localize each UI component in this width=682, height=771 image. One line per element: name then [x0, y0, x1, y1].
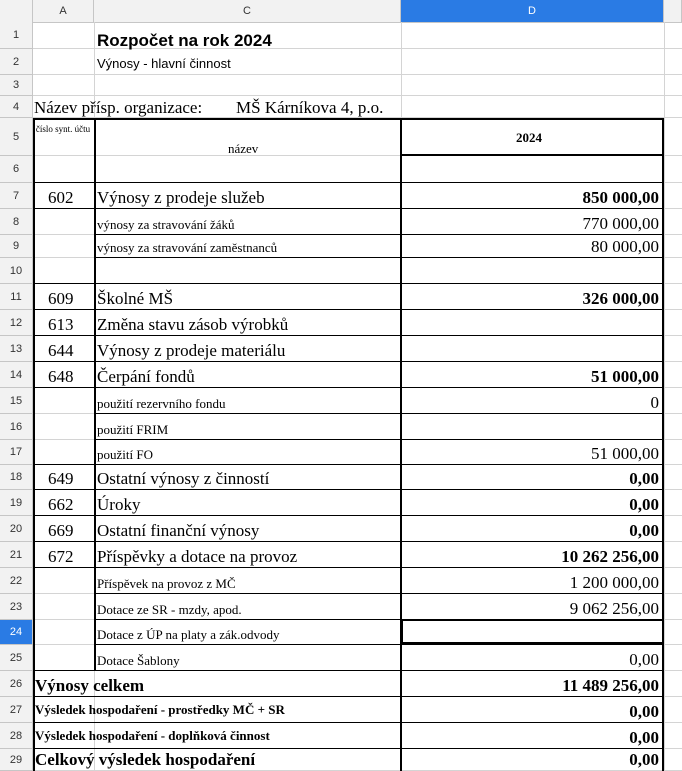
- table-border: [662, 118, 664, 771]
- item-value: 850 000,00: [582, 188, 659, 207]
- table-border: [33, 118, 664, 120]
- item-value: 0: [650, 393, 659, 412]
- item-name: Čerpání fondů: [97, 367, 195, 386]
- account-number: 602: [48, 188, 74, 207]
- table-border: [33, 309, 664, 310]
- item-name: Výsledek hospodaření - doplňková činnost: [35, 728, 270, 743]
- item-name: Celkový výsledek hospodaření: [35, 750, 256, 769]
- row-header[interactable]: 10: [0, 258, 33, 284]
- item-name: Dotace ze SR - mzdy, apod.: [97, 602, 242, 617]
- item-name: Úroky: [97, 495, 141, 514]
- account-number: 613: [48, 315, 74, 334]
- table-border: [33, 208, 664, 209]
- item-value: 51 000,00: [591, 444, 659, 463]
- column-header-a[interactable]: A: [33, 0, 94, 22]
- header-name: název: [228, 141, 259, 156]
- account-number: 672: [48, 547, 74, 566]
- row-header[interactable]: 2: [0, 49, 33, 75]
- table-border: [94, 644, 664, 645]
- table-border: [33, 283, 664, 284]
- table-border: [94, 593, 664, 594]
- item-name: Výsledek hospodaření - prostředky MČ + SR: [35, 702, 285, 717]
- column-header-c[interactable]: C: [94, 0, 401, 22]
- sheet-title: Rozpočet na rok 2024: [97, 31, 272, 50]
- item-value: 9 062 256,00: [569, 599, 659, 618]
- item-name: použití rezervního fondu: [97, 396, 226, 411]
- item-name: Příspěvky a dotace na provoz: [97, 547, 298, 566]
- account-number: 648: [48, 367, 74, 386]
- row-header[interactable]: 3: [0, 75, 33, 96]
- item-value: 0,00: [629, 702, 659, 721]
- item-value: 770 000,00: [582, 214, 659, 233]
- row-header[interactable]: 25: [0, 645, 33, 671]
- row-header[interactable]: 14: [0, 362, 33, 388]
- column-header-e[interactable]: [664, 0, 682, 22]
- item-name: Ostatní finanční výnosy: [97, 521, 260, 540]
- row-header[interactable]: 22: [0, 568, 33, 594]
- row-header[interactable]: 27: [0, 697, 33, 723]
- table-border: [33, 387, 664, 388]
- item-name: výnosy za stravování zaměstnanců: [97, 240, 278, 255]
- row-header[interactable]: 18: [0, 465, 33, 490]
- table-border: [33, 567, 664, 568]
- row-header[interactable]: 15: [0, 388, 33, 414]
- item-name: Příspěvek na provoz z MČ: [97, 576, 236, 591]
- item-name: Změna stavu zásob výrobků: [97, 315, 289, 334]
- item-value: 0,00: [629, 750, 659, 769]
- row-header[interactable]: 4: [0, 96, 33, 118]
- header-account-number: číslo synt. účtu: [35, 124, 91, 134]
- row-header[interactable]: 8: [0, 209, 33, 235]
- item-name: Ostatní výnosy z činností: [97, 469, 270, 488]
- table-border: [94, 413, 664, 414]
- header-year: 2024: [516, 130, 542, 145]
- selected-cell-d24[interactable]: [401, 619, 664, 644]
- item-value: 0,00: [629, 495, 659, 514]
- row-header[interactable]: 13: [0, 336, 33, 362]
- table-border: [94, 257, 664, 258]
- item-value: 80 000,00: [591, 237, 659, 256]
- table-border: [401, 154, 664, 156]
- table-border: [33, 541, 664, 542]
- account-number: 644: [48, 341, 74, 360]
- item-value: 0,00: [629, 469, 659, 488]
- row-header[interactable]: 29: [0, 749, 33, 771]
- org-label: Název přísp. organizace:: [34, 98, 203, 117]
- row-header[interactable]: 7: [0, 183, 33, 209]
- item-value: 1 200 000,00: [569, 573, 659, 592]
- column-header-corner[interactable]: [0, 0, 33, 22]
- table-border: [33, 361, 664, 362]
- row-header[interactable]: 21: [0, 542, 33, 568]
- row-header[interactable]: 6: [0, 156, 33, 183]
- table-border: [94, 118, 96, 671]
- table-border: [33, 748, 664, 749]
- item-value: 10 262 256,00: [561, 547, 659, 566]
- account-number: 662: [48, 495, 74, 514]
- account-number: 649: [48, 469, 74, 488]
- item-value: 0,00: [629, 728, 659, 747]
- row-header[interactable]: 9: [0, 235, 33, 258]
- item-value: 0,00: [629, 650, 659, 669]
- item-value: 11 489 256,00: [562, 676, 659, 695]
- row-gridline: [33, 95, 682, 96]
- row-header[interactable]: 16: [0, 414, 33, 440]
- row-header[interactable]: 23: [0, 594, 33, 620]
- row-header[interactable]: 1: [0, 22, 33, 49]
- row-header[interactable]: 19: [0, 490, 33, 516]
- item-name: Dotace Šablony: [97, 653, 180, 668]
- row-header[interactable]: 5: [0, 118, 33, 156]
- column-gridline: [664, 22, 665, 771]
- item-value: 51 000,00: [591, 367, 659, 386]
- row-header[interactable]: 28: [0, 723, 33, 749]
- table-border: [33, 696, 664, 697]
- item-name: Výnosy z prodeje služeb: [97, 188, 265, 207]
- item-name: výnosy za stravování žáků: [97, 217, 235, 232]
- item-name: Výnosy z prodeje materiálu: [97, 341, 286, 360]
- item-value: 326 000,00: [582, 289, 659, 308]
- table-border: [33, 464, 664, 465]
- row-header[interactable]: 24: [0, 620, 33, 645]
- row-header[interactable]: 11: [0, 284, 33, 310]
- table-border: [33, 335, 664, 336]
- table-border: [33, 489, 664, 490]
- column-header-d[interactable]: D: [401, 0, 664, 22]
- row-header[interactable]: 12: [0, 310, 33, 336]
- row-header[interactable]: 20: [0, 516, 33, 542]
- table-border: [94, 234, 664, 235]
- row-header[interactable]: 26: [0, 671, 33, 697]
- table-border: [33, 182, 664, 183]
- sheet-subtitle: Výnosy - hlavní činnost: [97, 56, 231, 71]
- table-border: [33, 118, 35, 771]
- item-name: Dotace z ÚP na platy a zák.odvody: [97, 627, 280, 642]
- item-name: Školné MŠ: [97, 289, 174, 308]
- row-gridline: [33, 74, 682, 75]
- org-name: MŠ Kárníkova 4, p.o.: [236, 98, 384, 117]
- item-value: 0,00: [629, 521, 659, 540]
- table-border: [33, 515, 664, 516]
- item-name: Výnosy celkem: [35, 676, 145, 695]
- account-number: 609: [48, 289, 74, 308]
- table-border: [33, 670, 664, 671]
- table-border: [33, 722, 664, 723]
- table-border: [94, 439, 664, 440]
- item-name: použití FRIM: [97, 422, 169, 437]
- item-name: použití FO: [97, 447, 153, 462]
- row-header[interactable]: 17: [0, 440, 33, 465]
- account-number: 669: [48, 521, 74, 540]
